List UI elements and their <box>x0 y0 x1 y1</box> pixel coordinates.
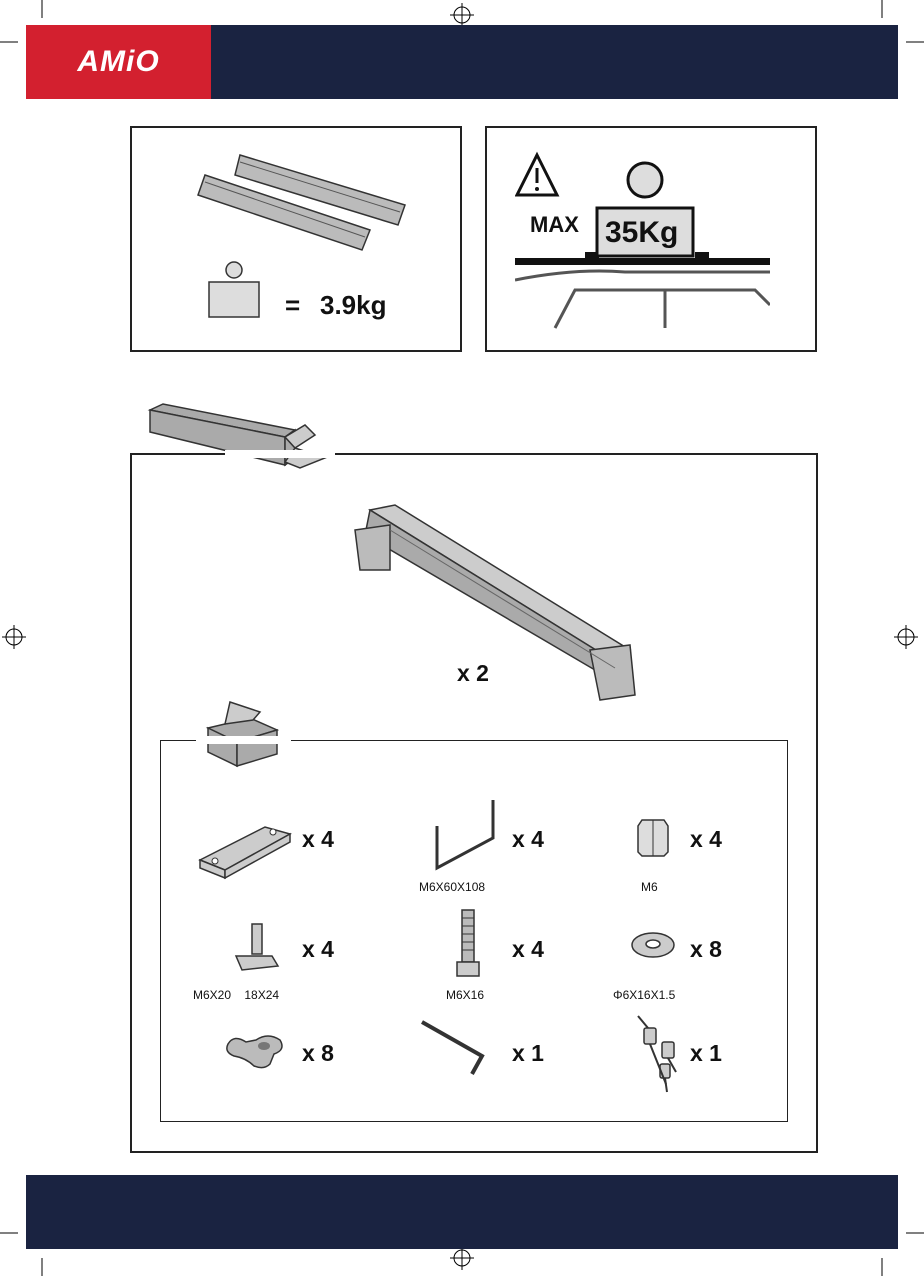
weight-value: 3.9kg <box>320 290 387 320</box>
t-bolt-icon <box>232 922 282 972</box>
brand-logo: AMiO <box>77 45 160 78</box>
washer-icon <box>630 930 676 960</box>
hex-bolt-icon <box>455 908 481 978</box>
keys-icon <box>632 1014 682 1094</box>
max-label: MAX <box>530 212 579 237</box>
ski-rack-icon <box>350 500 640 710</box>
footer-bar <box>26 1175 898 1249</box>
weight-equals: = <box>285 290 301 320</box>
part-qty-8: x 1 <box>512 1040 544 1066</box>
rack-quantity: x 2 <box>457 660 489 686</box>
part-caption-3: M6 <box>641 880 658 894</box>
knob-icon <box>224 1030 289 1072</box>
contents-panel-gap <box>225 450 335 458</box>
part-caption-6: Φ6X16X1.5 <box>613 988 676 1002</box>
max-load-value: 35Kg <box>605 216 679 249</box>
part-qty-1: x 4 <box>302 826 334 852</box>
part-caption-5: M6X16 <box>446 988 485 1002</box>
weight-icon <box>208 260 260 318</box>
part-qty-4: x 4 <box>302 936 334 962</box>
hex-nut-icon <box>636 816 670 858</box>
part-qty-6: x 8 <box>690 936 722 962</box>
part-qty-5: x 4 <box>512 936 544 962</box>
part-qty-2: x 4 <box>512 826 544 852</box>
part-caption-2: M6X60X108 <box>419 880 486 894</box>
allen-key-icon <box>420 1018 495 1078</box>
part-qty-9: x 1 <box>690 1040 722 1066</box>
u-bolt-icon <box>425 796 505 874</box>
rack-pair-icon <box>190 150 420 265</box>
part-qty-7: x 8 <box>302 1040 334 1066</box>
part-qty-3: x 4 <box>690 826 722 852</box>
mounting-plate-icon <box>195 812 295 880</box>
part-caption-4: M6X20 18X24 <box>193 988 280 1002</box>
small-parts-panel-gap <box>196 736 291 744</box>
